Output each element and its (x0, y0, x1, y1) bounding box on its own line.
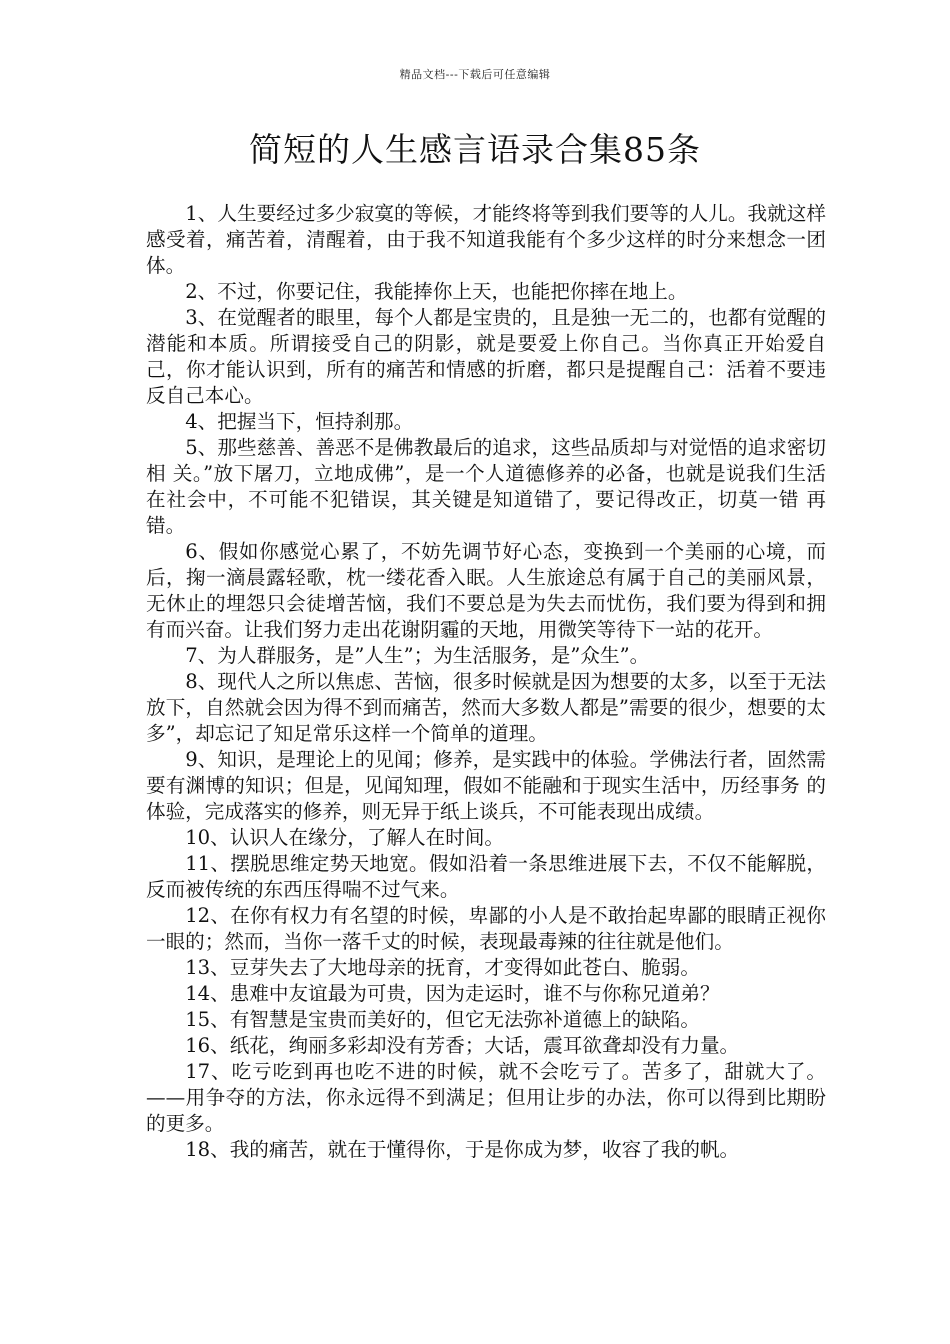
paragraph-2: 2、不过，你要记住，我能捧你上天，也能把你摔在地上。 (185, 280, 688, 303)
paragraph-16: 16、纸花，绚丽多彩却没有芳香；大话，震耳欲聋却没有力量。 (185, 1034, 740, 1057)
document-title: 简短的人生感言语录合集85条 (249, 130, 701, 169)
document-body (146, 201, 826, 1163)
paragraph-18: 18、我的痛苦，就在于懂得你，于是你成为梦，收容了我的帆。 (185, 1138, 740, 1161)
paragraph-13: 13、豆芽失去了大地母亲的抚育，才变得如此苍白、脆弱。 (185, 956, 700, 979)
paragraph-7: 7、为人群服务，是”人生”；为生活服务，是”众生”。 (185, 644, 650, 667)
paragraph-3: 3、在觉醒者的眼里，每个人都是宝贵的，且是独一无二的，也都有觉醒的潜能和本质。所谓接受自己的阴影，就是要爱上你自己。当你真正开始爱自己，你才能认识到，所有的痛苦和情感的折磨，都只是提醒自己：活着不要违反自己本心。 (146, 306, 826, 407)
paragraph-8: 8、现代人之所以焦虑、苦恼，很多时候就是因为想要的太多，以至于无法放下，自然就会因为得不到而痛苦，然而大多数人都是”需要的很少，想要的太多”，却忘记了知足常乐这样一个简单的道理。 (146, 670, 826, 745)
paragraph-14: 14、患难中友谊最为可贵，因为走运时，谁不与你称兄道弟？ (185, 982, 720, 1005)
paragraph-4: 4、把握当下，恒持刹那。 (185, 410, 414, 433)
paragraph-10: 10、认识人在缘分，了解人在时间。 (185, 826, 505, 849)
paragraph-9: 9、知识，是理论上的见闻；修养，是实践中的体验。学佛法行者，固然需 要有渊博的知识；但是，见闻知理，假如不能融和于现实生活中，历经事务 的体验，完成落实的修养，则无异于纸上谈兵，不可能表现出成绩。 (146, 748, 826, 823)
paragraph-15: 15、有智慧是宝贵而美好的，但它无法弥补道德上的缺陷。 (185, 1008, 700, 1031)
paragraph-17: 17、吃亏吃到再也吃不进的时候，就不会吃亏了。苦多了，甜就大了。——用争夺的方法，你永远得不到满足；但用让步的办法，你可以得到比期盼的更多。 (146, 1060, 826, 1135)
paragraph-6: 6、假如你感觉心累了，不妨先调节好心态，变换到一个美丽的心境，而后，掬一滴晨露轻歌，枕一缕花香入眠。人生旅途总有属于自己的美丽风景，无休止的埋怨只会徒增苦恼，我们不要总是为失去而忧伤，我们要为得到和拥有而兴奋。让我们努力走出花谢阴霾的天地，用微笑等待下一站的花开。 (146, 540, 826, 641)
paragraph-12: 12、在你有权力有名望的时候，卑鄙的小人是不敢抬起卑鄙的眼睛正视你一眼的；然而，当你一落千丈的时候，表现最毒辣的往往就是他们。 (146, 904, 826, 953)
paragraph-5: 5、那些慈善、善恶不是佛教最后的追求，这些品质却与对觉悟的追求密切相 关。”放下屠刀，立地成佛”，是一个人道德修养的必备，也就是说我们生活 在社会中，不可能不犯错误，其关键是知道错了，要记得改正，切莫一错 再错。 (146, 436, 826, 537)
paragraph-1: 1、人生要经过多少寂寞的等候，才能终将等到我们要等的人儿。我就这样感受着，痛苦着，清醒着，由于我不知道我能有个多少这样的时分来想念一团体。 (146, 202, 826, 277)
paragraph-11: 11、摆脱思维定势天地宽。假如沿着一条思维进展下去，不仅不能解脱，反而被传统的东西压得喘不过气来。 (146, 852, 826, 901)
header-note: 精品文档---下载后可任意编辑 (399, 68, 551, 81)
